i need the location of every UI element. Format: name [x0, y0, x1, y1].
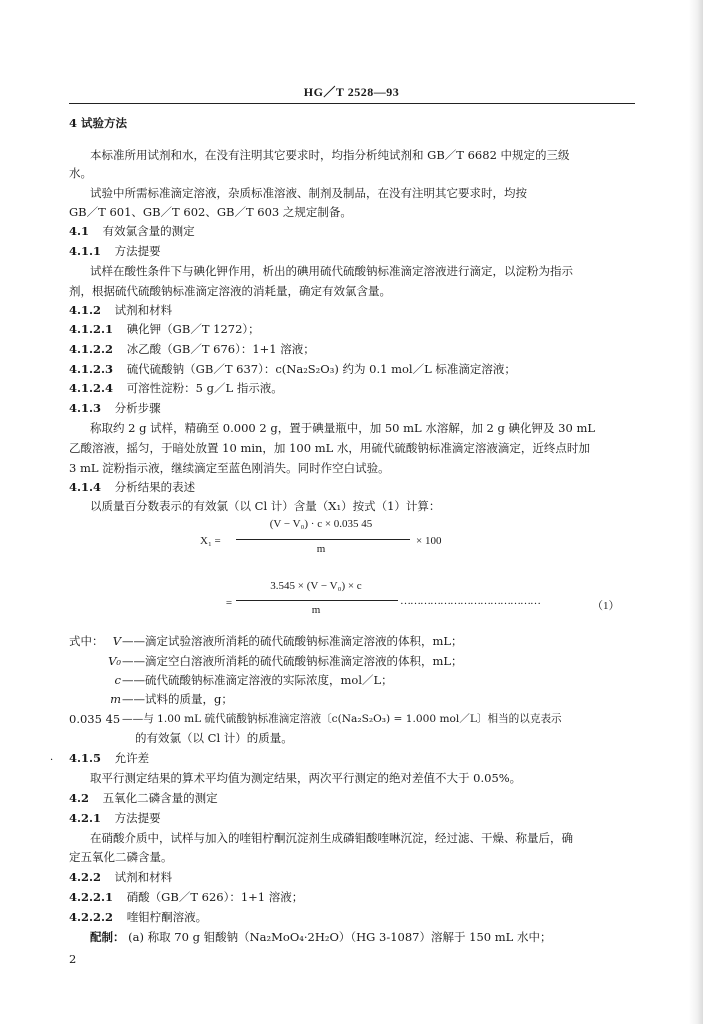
section-number: 4.2 — [69, 791, 90, 805]
paragraph-line: 试样在酸性条件下与碘化钾作用，析出的碘用硫代硫酸钠标准滴定溶液进行滴定，以淀粉为指示 — [90, 264, 573, 278]
section-title: 允许差 — [114, 751, 150, 765]
symbol-definition: ——硫代硫酸钠标准滴定溶液的实际浓度，mol／L； — [122, 673, 393, 687]
item-text: 喹钼柠酮溶液。 — [126, 910, 208, 924]
section-title: 试剂和材料 — [114, 870, 173, 884]
section-title: 试剂和材料 — [114, 303, 173, 317]
section-number: 4.1.5 — [69, 751, 102, 765]
fraction-bar — [236, 600, 398, 601]
formula-numerator-2: 3.545 × (V − V₀) × c — [270, 580, 362, 592]
item-text: 碘化钾（GB／T 1272）； — [126, 322, 260, 336]
paragraph-line: 本标准所用试剂和水，在没有注明其它要求时，均指分析纯试剂和 GB／T 6682 中规定的三级 — [90, 148, 570, 162]
item-number: 4.2.2.1 — [69, 890, 114, 904]
section-number: 4.2.1 — [69, 811, 102, 825]
symbol: V — [112, 634, 121, 648]
formula-numerator: (V − V₀) · c × 0.035 45 — [269, 518, 373, 530]
paragraph-line: 称取约 2 g 试样，精确至 0.000 2 g，置于碘量瓶中，加 50 mL 水溶解，加 2 g 碘化钾及 30 mL — [90, 421, 595, 435]
section-number: 4.1.3 — [69, 401, 102, 415]
item-number: 4.2.2.2 — [69, 910, 114, 924]
header-rule — [69, 103, 635, 104]
symbol-definition: ——滴定试验溶液所消耗的硫代硫酸钠标准滴定溶液的体积，mL； — [122, 634, 463, 648]
equation-number: （1） — [592, 600, 620, 612]
preparation-text: (a) 称取 70 g 钼酸钠（Na₂MoO₄·2H₂O）（HG 3-1087）溶解于 150 mL 水中； — [128, 930, 552, 944]
fraction-bar — [236, 539, 410, 540]
section-title: 有效氯含量的测定 — [102, 224, 195, 238]
standard-code-header: HG／T 2528—93 — [303, 85, 400, 99]
section-number: 4.2.2 — [69, 870, 102, 884]
paragraph-line: 以质量百分数表示的有效氯（以 Cl 计）含量（X₁）按式（1）计算： — [90, 499, 441, 513]
symbol-definition-cont: 的有效氯（以 Cl 计）的质量。 — [135, 731, 293, 745]
formula-denominator: m — [316, 543, 326, 555]
section-title: 方法提要 — [114, 811, 161, 825]
where-lead: 式中： — [69, 634, 104, 648]
reagent-item — [69, 362, 516, 376]
reagent-item — [69, 381, 283, 395]
section-4-1-4-heading — [69, 480, 195, 494]
section-4-1-2-heading — [69, 303, 172, 317]
paragraph-line: 定五氧化二磷含量。 — [69, 850, 173, 864]
paragraph-line: 在硝酸介质中，试样与加入的喹钼柠酮沉淀剂生成磷钼酸喹啉沉淀，经过滤、干燥、称量后，确 — [90, 831, 573, 845]
item-text: 冰乙酸（GB／T 676）：1+1 溶液； — [126, 342, 315, 356]
symbol: m — [110, 692, 121, 706]
item-text: 可溶性淀粉：5 g／L 指示液。 — [126, 381, 283, 395]
symbol: c — [114, 673, 121, 687]
item-number: 4.1.2.2 — [69, 342, 114, 356]
preparation-line — [90, 930, 551, 944]
scan-mark: · — [50, 755, 54, 766]
item-text: 硫代硫酸钠（GB／T 637）：c(Na₂S₂O₃) 约为 0.1 mol／L 标准滴定溶液； — [126, 362, 516, 376]
section-number: 4.1.2 — [69, 303, 102, 317]
paragraph-line: 剂，根据硫代硫酸钠标准滴定溶液的消耗量，确定有效氯含量。 — [69, 284, 391, 298]
formula-denominator-2: m — [311, 604, 321, 616]
paragraph-line: 乙酸溶液，摇匀，于暗处放置 10 min，加 100 mL 水，用硫代硫酸钠标准滴定溶液滴定，近终点时加 — [69, 441, 590, 455]
item-text: 硝酸（GB／T 626）：1+1 溶液； — [126, 890, 304, 904]
paragraph-line: GB／T 601、GB／T 602、GB／T 603 之规定制备。 — [69, 205, 352, 219]
paragraph-line: 3 mL 淀粉指示液，继续滴定至蓝色刚消失。同时作空白试验。 — [69, 461, 390, 475]
reagent-item — [69, 322, 260, 336]
section-4-2-heading — [69, 791, 218, 805]
item-number: 4.1.2.3 — [69, 362, 114, 376]
formula-equals: = — [225, 597, 233, 609]
item-number: 4.1.2.1 — [69, 322, 114, 336]
section-number: 4.1.4 — [69, 480, 102, 494]
symbol: V₀ — [108, 654, 121, 668]
section-4-2-2-heading — [69, 870, 172, 884]
reagent-item — [69, 342, 315, 356]
section-title: 分析步骤 — [114, 401, 161, 415]
section-title: 五氧化二磷含量的测定 — [102, 791, 218, 805]
section-title: 分析结果的表述 — [114, 480, 196, 494]
reagent-item — [69, 910, 207, 924]
page-number: 2 — [69, 952, 77, 966]
symbol-definition: ——滴定空白溶液所消耗的硫代硫酸钠标准滴定溶液的体积，mL； — [122, 654, 463, 668]
reagent-item — [69, 890, 303, 904]
scan-edge-shadow — [689, 0, 703, 1024]
section-4-title: 4 试验方法 — [69, 116, 128, 130]
section-4-1-3-heading — [69, 401, 161, 415]
section-number: 4.1.1 — [69, 244, 102, 258]
paragraph-line: 试验中所需标准滴定溶液，杂质标准溶液、制剂及制品，在没有注明其它要求时，均按 — [90, 186, 527, 200]
preparation-label: 配制： — [90, 930, 125, 944]
item-number: 4.1.2.4 — [69, 381, 114, 395]
formula-leader-dots: …………………………………… — [400, 595, 540, 607]
formula-lhs: X₁ = — [200, 535, 221, 547]
paragraph-line: 水。 — [69, 166, 92, 180]
section-4-2-1-heading — [69, 811, 161, 825]
section-4-1-5-heading — [69, 751, 149, 765]
section-number: 4.1 — [69, 224, 90, 238]
section-4-1-1-heading — [69, 244, 161, 258]
section-4-1-heading — [69, 224, 195, 238]
formula-times-100: × 100 — [416, 535, 442, 547]
symbol: 0.035 45 — [69, 712, 121, 726]
paragraph-line: 取平行测定结果的算术平均值为测定结果，两次平行测定的绝对差值不大于 0.05%。 — [90, 771, 522, 785]
symbol-definition: ——试料的质量，g； — [122, 692, 233, 706]
section-title: 方法提要 — [114, 244, 161, 258]
symbol-definition: ——与 1.00 mL 硫代硫酸钠标准滴定溶液〔c(Na₂S₂O₃) = 1.000 mol／L〕相当的以克表示 — [122, 713, 562, 725]
